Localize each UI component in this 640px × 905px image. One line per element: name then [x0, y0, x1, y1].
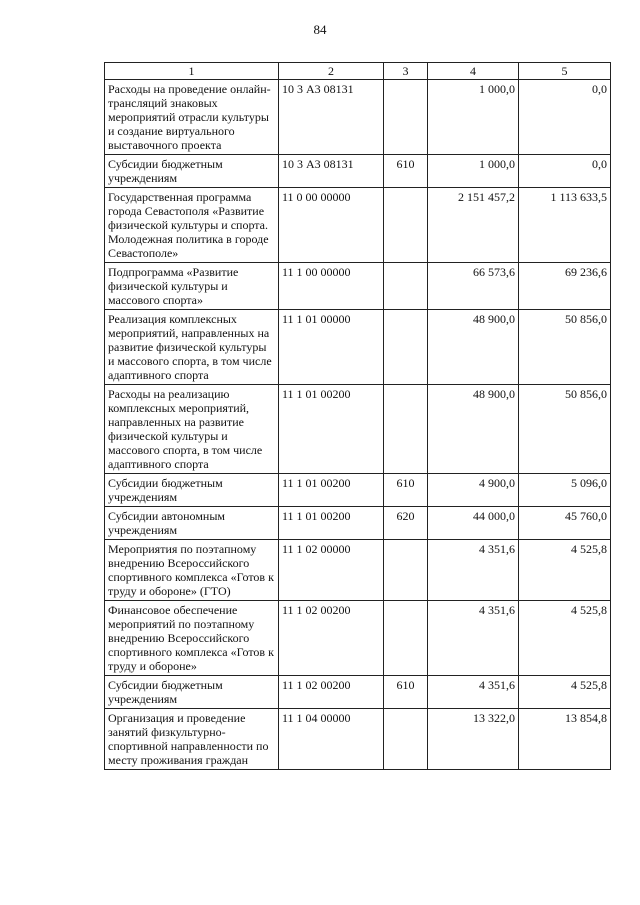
row-sum-1: 44 000,0 [428, 507, 519, 540]
row-expense-type [384, 709, 428, 770]
row-sum-2: 0,0 [519, 155, 611, 188]
table-row [105, 507, 611, 540]
row-name: Субсидии бюджетным учреждениям [105, 155, 279, 188]
table-row [105, 155, 611, 188]
row-code: 11 1 01 00200 [279, 474, 384, 507]
row-expense-type [384, 601, 428, 676]
row-expense-type: 610 [384, 676, 428, 709]
row-expense-type: 610 [384, 155, 428, 188]
row-name: Финансовое обеспечение мероприятий по поэтапному внедрению Всероссийского спортивного комплекса «Готов к труду и обороне» [105, 601, 279, 676]
table-row [105, 310, 611, 385]
row-expense-type [384, 188, 428, 263]
table-row [105, 263, 611, 310]
row-expense-type [384, 540, 428, 601]
row-code: 11 1 04 00000 [279, 709, 384, 770]
row-sum-2: 4 525,8 [519, 601, 611, 676]
row-expense-type: 620 [384, 507, 428, 540]
row-name: Субсидии автономным учреждениям [105, 507, 279, 540]
row-sum-1: 1 000,0 [428, 155, 519, 188]
row-sum-1: 48 900,0 [428, 385, 519, 474]
row-name: Реализация комплексных мероприятий, направленных на развитие физической культуры и массового спорта, в том числе адаптивного спорта [105, 310, 279, 385]
row-code: 11 1 02 00200 [279, 601, 384, 676]
table-row [105, 601, 611, 676]
row-sum-1: 4 351,6 [428, 676, 519, 709]
row-sum-2: 4 525,8 [519, 676, 611, 709]
row-code: 11 1 01 00200 [279, 507, 384, 540]
row-code: 11 1 01 00200 [279, 385, 384, 474]
row-sum-2: 45 760,0 [519, 507, 611, 540]
row-sum-1: 66 573,6 [428, 263, 519, 310]
row-code: 11 1 02 00200 [279, 676, 384, 709]
row-code: 10 3 А3 08131 [279, 80, 384, 155]
column-header-5: 5 [519, 63, 611, 80]
row-expense-type [384, 80, 428, 155]
row-sum-1: 4 351,6 [428, 601, 519, 676]
row-expense-type [384, 385, 428, 474]
column-header-4: 4 [428, 63, 519, 80]
column-header-1: 1 [105, 63, 279, 80]
row-sum-1: 4 900,0 [428, 474, 519, 507]
row-sum-2: 50 856,0 [519, 310, 611, 385]
column-header-3: 3 [384, 63, 428, 80]
row-name: Мероприятия по поэтапному внедрению Всероссийского спортивного комплекса «Готов к труду и обороне» (ГТО) [105, 540, 279, 601]
row-name: Подпрограмма «Развитие физической культуры и массового спорта» [105, 263, 279, 310]
row-code: 11 0 00 00000 [279, 188, 384, 263]
row-sum-2: 4 525,8 [519, 540, 611, 601]
row-sum-2: 0,0 [519, 80, 611, 155]
row-name: Организация и проведение занятий физкультурно-спортивной направленности по месту проживания граждан [105, 709, 279, 770]
table-row [105, 709, 611, 770]
table-header-row [105, 63, 611, 80]
row-sum-1: 4 351,6 [428, 540, 519, 601]
row-sum-1: 2 151 457,2 [428, 188, 519, 263]
table-row [105, 385, 611, 474]
row-sum-1: 48 900,0 [428, 310, 519, 385]
row-code: 10 3 А3 08131 [279, 155, 384, 188]
budget-table [104, 62, 611, 770]
table-row [105, 676, 611, 709]
table-row [105, 540, 611, 601]
row-name: Субсидии бюджетным учреждениям [105, 676, 279, 709]
row-name: Субсидии бюджетным учреждениям [105, 474, 279, 507]
row-sum-2: 50 856,0 [519, 385, 611, 474]
table-row [105, 188, 611, 263]
row-sum-1: 1 000,0 [428, 80, 519, 155]
row-sum-2: 13 854,8 [519, 709, 611, 770]
page-number: 84 [313, 22, 327, 37]
table-row [105, 474, 611, 507]
row-expense-type: 610 [384, 474, 428, 507]
row-code: 11 1 01 00000 [279, 310, 384, 385]
row-expense-type [384, 310, 428, 385]
column-header-2: 2 [279, 63, 384, 80]
row-sum-2: 1 113 633,5 [519, 188, 611, 263]
row-sum-1: 13 322,0 [428, 709, 519, 770]
row-sum-2: 5 096,0 [519, 474, 611, 507]
row-sum-2: 69 236,6 [519, 263, 611, 310]
row-code: 11 1 02 00000 [279, 540, 384, 601]
row-expense-type [384, 263, 428, 310]
row-name: Государственная программа города Севастополя «Развитие физической культуры и спорта. Молодежная политика в городе Севастополе» [105, 188, 279, 263]
table-row [105, 80, 611, 155]
row-name: Расходы на проведение онлайн-трансляций знаковых мероприятий отрасли культуры и создание виртуального выставочного проекта [105, 80, 279, 155]
row-code: 11 1 00 00000 [279, 263, 384, 310]
row-name: Расходы на реализацию комплексных мероприятий, направленных на развитие физической культуры и массового спорта, в том числе адаптивного спорта [105, 385, 279, 474]
